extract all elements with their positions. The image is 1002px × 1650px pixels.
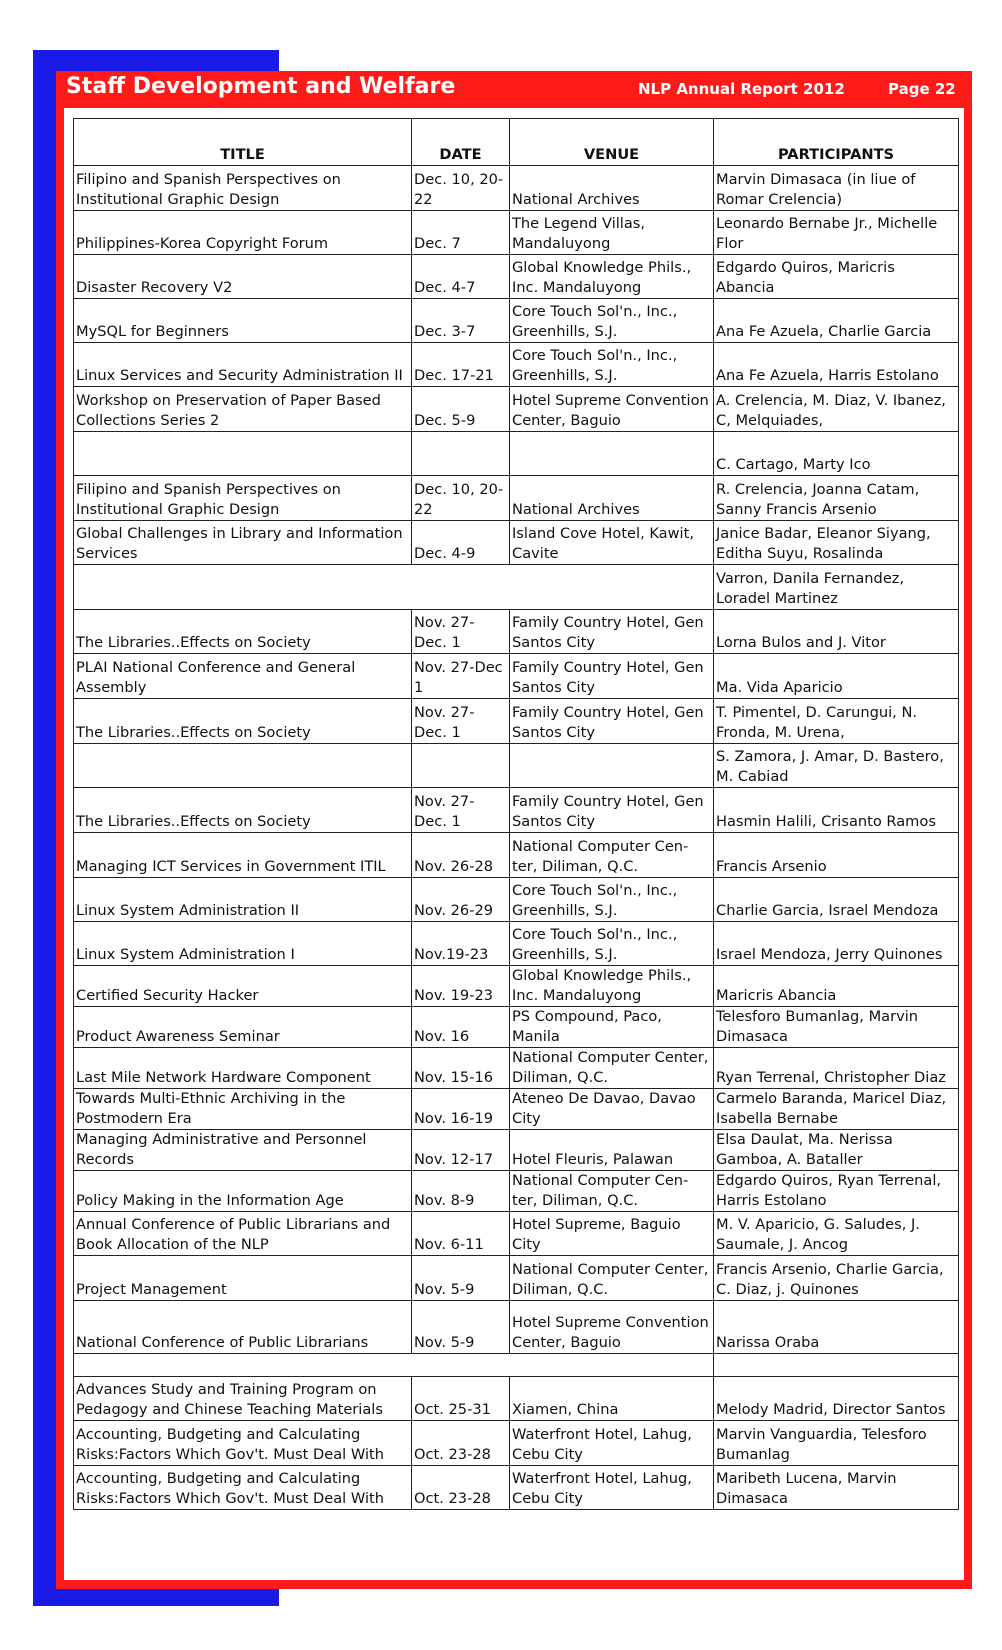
cell-date: Nov. 19-23 <box>412 966 510 1007</box>
cell-title: Certified Security Hacker <box>74 966 412 1007</box>
table-row <box>74 966 959 1007</box>
cell-date: Dec. 5-9 <box>412 387 510 432</box>
table-row <box>74 1377 959 1421</box>
cell-title <box>74 432 412 476</box>
table-row <box>74 1256 959 1301</box>
cell-participants: Leonardo Bernabe Jr., Michelle Flor <box>714 211 959 255</box>
cell-date: Nov. 15-16 <box>412 1048 510 1089</box>
cell-participants: Charlie Garcia, Israel Mendoza <box>714 878 959 922</box>
table-row <box>74 1007 959 1048</box>
cell-venue: National Computer Cen-ter, Diliman, Q.C. <box>510 1171 714 1212</box>
cell-participants: Maricris Abancia <box>714 966 959 1007</box>
cell-title: Disaster Recovery V2 <box>74 255 412 299</box>
cell-participants: Edgardo Quiros, Maricris Abancia <box>714 255 959 299</box>
cell-title: Project Management <box>74 1256 412 1301</box>
cell-participants: Elsa Daulat, Ma. Nerissa Gamboa, A. Bataller <box>714 1130 959 1171</box>
cell-venue: Family Country Hotel, Gen Santos City <box>510 788 714 833</box>
table-body <box>74 166 959 1510</box>
table-row <box>74 833 959 878</box>
column-header-participants: PARTICIPANTS <box>714 119 959 166</box>
table-row <box>74 1089 959 1130</box>
cell-date: Nov.19-23 <box>412 922 510 966</box>
table-row <box>74 211 959 255</box>
cell-venue: National Archives <box>510 476 714 521</box>
cell-venue: Family Country Hotel, Gen Santos City <box>510 610 714 654</box>
cell-title: Towards Multi-Ethnic Archiving in the Postmodern Era <box>74 1089 412 1130</box>
cell-venue: National Computer Center, Diliman, Q.C. <box>510 1256 714 1301</box>
table-row <box>74 166 959 211</box>
cell-title: Philippines-Korea Copyright Forum <box>74 211 412 255</box>
cell-venue: Hotel Supreme Convention Center, Baguio <box>510 387 714 432</box>
cell-date <box>412 432 510 476</box>
cell-date: Dec. 17-21 <box>412 343 510 387</box>
cell-venue: National Computer Cen-ter, Diliman, Q.C. <box>510 833 714 878</box>
cell-date: Nov. 27-Dec. 1 <box>412 788 510 833</box>
cell-date: Nov. 5-9 <box>412 1256 510 1301</box>
cell-participants: R. Crelencia, Joanna Catam, Sanny Francis Arsenio <box>714 476 959 521</box>
cell-title: Advances Study and Training Program on Pedagogy and Chinese Teaching Materials <box>74 1377 412 1421</box>
cell-date: Nov. 27-Dec 1 <box>412 654 510 699</box>
column-header-title: TITLE <box>74 119 412 166</box>
cell-venue: Ateneo De Davao, Davao City <box>510 1089 714 1130</box>
cell-venue: PS Compound, Paco, Manila <box>510 1007 714 1048</box>
cell-date: Nov. 8-9 <box>412 1171 510 1212</box>
cell-title: National Conference of Public Librarians <box>74 1301 412 1354</box>
cell-participants: Marvin Dimasaca (in liue of Romar Crelencia) <box>714 166 959 211</box>
cell-participants: Israel Mendoza, Jerry Quinones <box>714 922 959 966</box>
cell-date <box>412 744 510 788</box>
table-row <box>74 1466 959 1510</box>
table-row <box>74 1212 959 1256</box>
cell-venue: Global Knowledge Phils., Inc. Mandaluyong <box>510 255 714 299</box>
table-row <box>74 343 959 387</box>
column-header-venue: VENUE <box>510 119 714 166</box>
cell-date: Nov. 27-Dec. 1 <box>412 699 510 744</box>
cell-title: Filipino and Spanish Perspectives on Institutional Graphic Design <box>74 476 412 521</box>
table-row <box>74 565 959 610</box>
cell-venue: National Archives <box>510 166 714 211</box>
cell-date: Dec. 10, 20-22 <box>412 476 510 521</box>
cell-venue: The Legend Villas, Mandaluyong <box>510 211 714 255</box>
column-header-date: DATE <box>412 119 510 166</box>
cell-date: Nov. 27-Dec. 1 <box>412 610 510 654</box>
cell-participants: S. Zamora, J. Amar, D. Bastero, M. Cabiad <box>714 744 959 788</box>
cell-title: Product Awareness Seminar <box>74 1007 412 1048</box>
cell-venue: Core Touch Sol'n., Inc., Greenhills, S.J. <box>510 878 714 922</box>
cell-venue: Core Touch Sol'n., Inc., Greenhills, S.J. <box>510 343 714 387</box>
cell-participants: Ana Fe Azuela, Charlie Garcia <box>714 299 959 343</box>
cell-title: Filipino and Spanish Perspectives on Institutional Graphic Design <box>74 166 412 211</box>
cell-participants <box>714 1354 959 1377</box>
cell-participants: Melody Madrid, Director Santos <box>714 1377 959 1421</box>
cell-participants: T. Pimentel, D. Carungui, N. Fronda, M. Urena, <box>714 699 959 744</box>
cell-title: Managing Administrative and Personnel Records <box>74 1130 412 1171</box>
cell-title: Global Challenges in Library and Information Services <box>74 521 412 565</box>
cell-date: Nov. 26-29 <box>412 878 510 922</box>
cell-participants: Lorna Bulos and J. Vitor <box>714 610 959 654</box>
cell-date: Oct. 23-28 <box>412 1466 510 1510</box>
cell-title: Accounting, Budgeting and Calculating Risks:Factors Which Gov't. Must Deal With <box>74 1421 412 1466</box>
cell-date: Dec. 4-9 <box>412 521 510 565</box>
table-row <box>74 1354 959 1377</box>
cell-venue <box>510 432 714 476</box>
cell-date: Oct. 23-28 <box>412 1421 510 1466</box>
cell-participants: Ana Fe Azuela, Harris Estolano <box>714 343 959 387</box>
cell-participants: Francis Arsenio, Charlie Garcia, C. Diaz, j. Quinones <box>714 1256 959 1301</box>
table-header-row <box>74 119 959 166</box>
cell-participants: Hasmin Halili, Crisanto Ramos <box>714 788 959 833</box>
cell-date: Nov. 6-11 <box>412 1212 510 1256</box>
cell-date: Nov. 5-9 <box>412 1301 510 1354</box>
cell-participants: Janice Badar, Eleanor Siyang, Editha Suyu, Rosalinda <box>714 521 959 565</box>
table-row <box>74 255 959 299</box>
table-row <box>74 521 959 565</box>
cell-date: Nov. 16-19 <box>412 1089 510 1130</box>
cell-venue: Hotel Supreme Convention Center, Baguio <box>510 1301 714 1354</box>
table-row <box>74 699 959 744</box>
cell-title: The Libraries..Effects on Society <box>74 610 412 654</box>
table-row <box>74 299 959 343</box>
cell-title: Linux Services and Security Administration II <box>74 343 412 387</box>
cell-title: Annual Conference of Public Librarians and Book Allocation of the NLP <box>74 1212 412 1256</box>
cell-participants: Varron, Danila Fernandez, Loradel Martinez <box>714 565 959 610</box>
cell-title: Last Mile Network Hardware Component <box>74 1048 412 1089</box>
cell-participants: M. V. Aparicio, G. Saludes, J. Saumale, J. Ancog <box>714 1212 959 1256</box>
cell-venue: Island Cove Hotel, Kawit, Cavite <box>510 521 714 565</box>
cell-venue: National Computer Center, Diliman, Q.C. <box>510 1048 714 1089</box>
cell-venue: Core Touch Sol'n., Inc., Greenhills, S.J. <box>510 299 714 343</box>
cell-date: Nov. 26-28 <box>412 833 510 878</box>
cell-title: Workshop on Preservation of Paper Based Collections Series 2 <box>74 387 412 432</box>
cell-date: Nov. 16 <box>412 1007 510 1048</box>
table-row <box>74 432 959 476</box>
cell-title: PLAI National Conference and General Assembly <box>74 654 412 699</box>
report-name: NLP Annual Report 2012 <box>638 80 845 98</box>
cell-date: Nov. 12-17 <box>412 1130 510 1171</box>
table-row <box>74 1171 959 1212</box>
cell-title: Policy Making in the Information Age <box>74 1171 412 1212</box>
table-row <box>74 1301 959 1354</box>
table-row <box>74 387 959 432</box>
table-row <box>74 476 959 521</box>
cell-title: The Libraries..Effects on Society <box>74 788 412 833</box>
cell-venue: Xiamen, China <box>510 1377 714 1421</box>
cell-title: Linux System Administration I <box>74 922 412 966</box>
cell-title: The Libraries..Effects on Society <box>74 699 412 744</box>
cell-venue: Family Country Hotel, Gen Santos City <box>510 654 714 699</box>
cell-title: Managing ICT Services in Government ITIL <box>74 833 412 878</box>
cell-title <box>74 744 412 788</box>
cell-title: MySQL for Beginners <box>74 299 412 343</box>
table-row <box>74 878 959 922</box>
cell-venue: Hotel Supreme, Baguio City <box>510 1212 714 1256</box>
cell-venue <box>510 744 714 788</box>
page-number: Page 22 <box>888 80 956 98</box>
table-row <box>74 744 959 788</box>
table-row <box>74 1421 959 1466</box>
cell-venue: Core Touch Sol'n., Inc., Greenhills, S.J. <box>510 922 714 966</box>
table-row <box>74 1130 959 1171</box>
cell-date: Dec. 4-7 <box>412 255 510 299</box>
cell-participants: Edgardo Quiros, Ryan Terrenal, Harris Estolano <box>714 1171 959 1212</box>
table-row <box>74 922 959 966</box>
cell-date: Dec. 3-7 <box>412 299 510 343</box>
cell-date: Dec. 7 <box>412 211 510 255</box>
cell-participants: Telesforo Bumanlag, Marvin Dimasaca <box>714 1007 959 1048</box>
merged-cell <box>74 565 714 610</box>
table-row <box>74 610 959 654</box>
cell-participants: Carmelo Baranda, Maricel Diaz, Isabella Bernabe <box>714 1089 959 1130</box>
cell-participants: Marvin Vanguardia, Telesforo Bumanlag <box>714 1421 959 1466</box>
cell-participants: Ryan Terrenal, Christopher Diaz <box>714 1048 959 1089</box>
table-row <box>74 788 959 833</box>
cell-title: Accounting, Budgeting and Calculating Risks:Factors Which Gov't. Must Deal With <box>74 1466 412 1510</box>
table-row <box>74 654 959 699</box>
section-title: Staff Development and Welfare <box>66 74 456 99</box>
cell-venue: Waterfront Hotel, Lahug, Cebu City <box>510 1466 714 1510</box>
cell-date: Oct. 25-31 <box>412 1377 510 1421</box>
cell-participants: Narissa Oraba <box>714 1301 959 1354</box>
cell-title: Linux System Administration II <box>74 878 412 922</box>
cell-participants: C. Cartago, Marty Ico <box>714 432 959 476</box>
cell-participants: A. Crelencia, M. Diaz, V. Ibanez, C, Melquiades, <box>714 387 959 432</box>
merged-cell <box>74 1354 714 1377</box>
cell-venue: Global Knowledge Phils., Inc. Mandaluyong <box>510 966 714 1007</box>
cell-participants: Maribeth Lucena, Marvin Dimasaca <box>714 1466 959 1510</box>
cell-participants: Ma. Vida Aparicio <box>714 654 959 699</box>
cell-participants: Francis Arsenio <box>714 833 959 878</box>
cell-venue: Waterfront Hotel, Lahug, Cebu City <box>510 1421 714 1466</box>
table-row <box>74 1048 959 1089</box>
cell-venue: Family Country Hotel, Gen Santos City <box>510 699 714 744</box>
cell-venue: Hotel Fleuris, Palawan <box>510 1130 714 1171</box>
training-table <box>73 118 959 1510</box>
cell-date: Dec. 10, 20-22 <box>412 166 510 211</box>
